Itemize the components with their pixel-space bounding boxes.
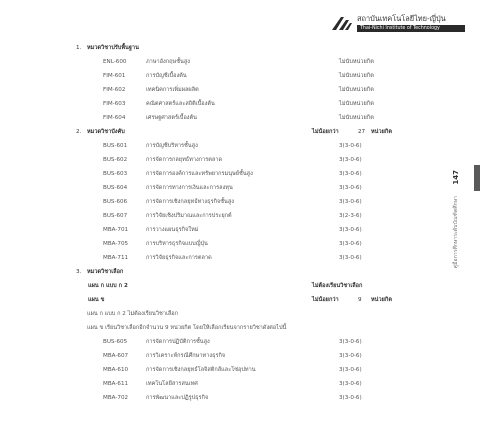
section-number: 3. (76, 269, 82, 275)
plan-note (0, 308, 440, 320)
course-name: การจัดการปฏิบัติการชั้นสูง (146, 339, 210, 345)
course-row (0, 70, 440, 82)
course-name: เทคโนโลยีสารสนเทศ (146, 381, 198, 387)
course-name: การจัดการกลยุทธ์ทางการตลาด (146, 157, 223, 163)
course-credit: 3(3-0-6) (339, 241, 362, 247)
course-row (0, 224, 440, 236)
page-number: 147 (452, 170, 460, 185)
course-credit: ไม่นับหน่วยกิต (339, 59, 374, 65)
course-row (0, 84, 440, 96)
plan-credit-label: ไม่ต้องเรียนวิชาเลือก (312, 283, 363, 289)
course-row (0, 238, 440, 250)
section-heading (0, 266, 440, 278)
course-code: MBA-711 (103, 255, 129, 261)
course-credit: 3(3-0-6) (339, 255, 362, 261)
course-row (0, 112, 440, 124)
plan-heading (0, 280, 440, 292)
plan-credit-value: 9 (358, 297, 362, 303)
course-code: MBA-607 (103, 353, 129, 359)
institute-logo (331, 14, 476, 34)
course-code: FIM-602 (103, 87, 126, 93)
course-row (0, 56, 440, 68)
institute-name-th: สถาบันเทคโนโลยีไทย-ญี่ปุ่น (357, 14, 446, 23)
course-name: การจัดการองค์การและทรัพยากรมนุษย์ชั้นสูง (146, 171, 253, 177)
course-row (0, 98, 440, 110)
course-code: BUS-604 (103, 185, 128, 191)
institute-logo-icon (331, 15, 353, 31)
plan-credit-unit: หน่วยกิต (371, 297, 392, 303)
section-title: หมวดวิชาเลือก (87, 269, 124, 275)
course-credit: ไม่นับหน่วยกิต (339, 87, 374, 93)
course-code: MBA-701 (103, 227, 129, 233)
plan-note-text: แผน ก แบบ ก 2 ไม่ต้องเรียนวิชาเลือก (87, 311, 179, 317)
course-name: การบริหารธุรกิจแบบญี่ปุ่น (146, 241, 208, 247)
running-header-text: คู่มือการศึกษาระดับบัณฑิตศึกษา (453, 196, 459, 269)
plan-credit-label: ไม่น้อยกว่า (312, 297, 339, 303)
course-code: BUS-605 (103, 339, 128, 345)
course-row (0, 350, 440, 362)
course-name: คณิตศาสตร์และสถิติเบื้องต้น (146, 101, 215, 107)
course-credit: 3(3-0-6) (339, 199, 362, 205)
course-name: การจัดการเชิงกลยุทธ์ทางธุรกิจชั้นสูง (146, 199, 235, 205)
course-credit: 3(2-3-6) (339, 213, 362, 219)
course-code: BUS-603 (103, 171, 128, 177)
course-row (0, 378, 440, 390)
plan-heading (0, 294, 440, 306)
course-row (0, 140, 440, 152)
course-row (0, 168, 440, 180)
course-row (0, 336, 440, 348)
course-credit: 3(3-0-6) (339, 227, 362, 233)
course-credit: 3(3-0-6) (339, 143, 362, 149)
course-row (0, 252, 440, 264)
course-credit: 3(3-0-6) (339, 171, 362, 177)
course-name: เทคนิคการเพิ่มผลผลิต (146, 87, 199, 93)
course-code: MBA-611 (103, 381, 129, 387)
course-row (0, 210, 440, 222)
course-credit: 3(3-0-6) (339, 339, 362, 345)
course-credit: 3(3-0-6) (339, 395, 362, 401)
section-credit-unit: หน่วยกิต (371, 129, 392, 135)
section-title: หมวดวิชาบังคับ (87, 129, 125, 135)
course-row (0, 392, 440, 404)
section-number: 1. (76, 45, 82, 51)
course-row (0, 182, 440, 194)
course-credit: 3(3-0-6) (339, 185, 362, 191)
section-title: หมวดวิชาปรับพื้นฐาน (87, 45, 139, 51)
course-credit: 3(3-0-6) (339, 353, 362, 359)
course-code: BUS-601 (103, 143, 128, 149)
course-credit: 3(3-0-6) (339, 381, 362, 387)
course-name: เศรษฐศาสตร์เบื้องต้น (146, 115, 197, 121)
course-row (0, 154, 440, 166)
course-code: FIM-601 (103, 73, 126, 79)
course-name: การบัญชีบริหารชั้นสูง (146, 143, 198, 149)
course-name: การวิเคราะห์กรณีศึกษาทางธุรกิจ (146, 353, 226, 359)
course-code: MBA-610 (103, 367, 129, 373)
section-number: 2. (76, 129, 82, 135)
course-name: การจัดการเชิงกลยุทธ์โลจิสติกส์และโซ่อุปทาน (146, 367, 256, 373)
plan-title: แผน ก แบบ ก 2 (88, 283, 128, 289)
course-name: การบัญชีเบื้องต้น (146, 73, 187, 79)
course-credit: 3(3-0-6) (339, 157, 362, 163)
course-row (0, 364, 440, 376)
course-code: BUS-607 (103, 213, 128, 219)
course-code: ENL-600 (103, 59, 127, 65)
course-row (0, 196, 440, 208)
plan-title: แผน ข (88, 297, 105, 303)
course-code: MBA-705 (103, 241, 129, 247)
course-code: BUS-602 (103, 157, 128, 163)
section-heading (0, 42, 440, 54)
course-code: FIM-603 (103, 101, 126, 107)
course-credit: ไม่นับหน่วยกิต (339, 73, 374, 79)
plan-note (0, 322, 440, 334)
course-credit: 3(3-0-6) (339, 367, 362, 373)
section-heading (0, 126, 440, 138)
course-name: การพัฒนาและปฏิรูปธุรกิจ (146, 395, 209, 401)
course-code: BUS-606 (103, 199, 128, 205)
course-name: ภาษาอังกฤษชั้นสูง (146, 59, 190, 65)
course-code: MBA-702 (103, 395, 129, 401)
course-credit: ไม่นับหน่วยกิต (339, 115, 374, 121)
section-credit-label: ไม่น้อยกว่า (312, 129, 339, 135)
course-name: การวางแผนธุรกิจใหม่ (146, 227, 199, 233)
course-code: FIM-604 (103, 115, 126, 121)
institute-name-en: Thai-Nichi Institute of Technology (357, 25, 465, 32)
section-credit-value: 27 (358, 129, 366, 135)
course-name: การวิจัยเชิงปริมาณและการประยุกต์ (146, 213, 232, 219)
plan-note-text: แผน ข เรียนวิชาเลือกอีกจำนวน 9 หน่วยกิต โดยให้เลือกเรียนจากรายวิชาดังต่อไปนี้ (87, 325, 287, 331)
side-tab-marker (474, 165, 480, 191)
course-name: การจัดการทางการเงินและการลงทุน (146, 185, 233, 191)
course-credit: ไม่นับหน่วยกิต (339, 101, 374, 107)
course-name: การวิจัยธุรกิจและการตลาด (146, 255, 212, 261)
